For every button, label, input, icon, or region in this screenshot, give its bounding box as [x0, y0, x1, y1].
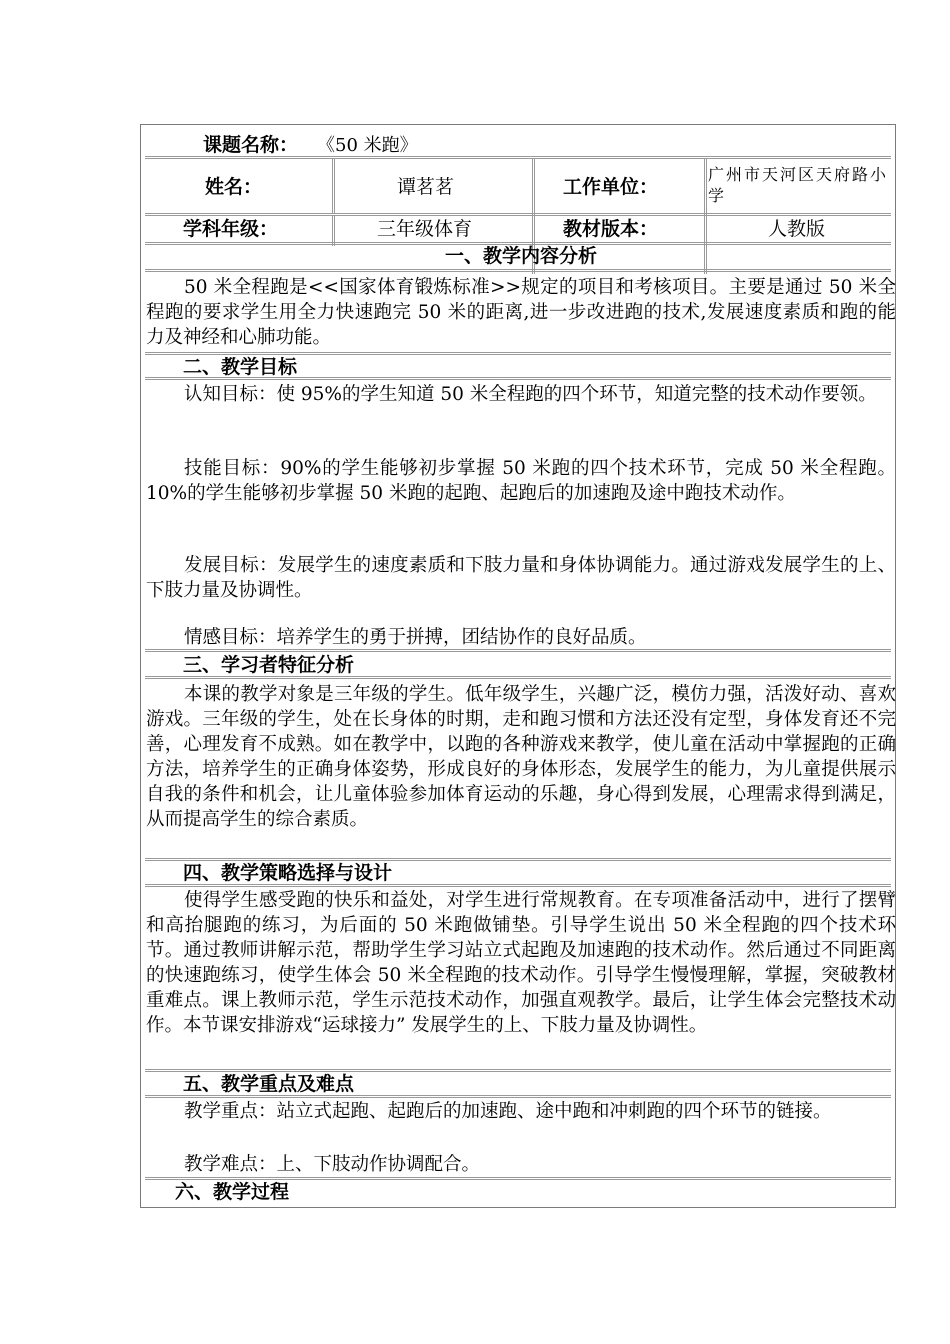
key-point-focus: 教学重点：站立式起跑、起跑后的加速跑、途中跑和冲刺跑的四个环节的链接。 [184, 1101, 832, 1122]
column-divider [332, 159, 335, 213]
row-divider [145, 213, 891, 216]
row-divider [145, 1095, 891, 1098]
unit-label: 工作单位： [563, 176, 659, 198]
strategy-paragraph: 使得学生感受跑的快乐和益处，对学生进行常规教育。在专项准备活动中，进行了摆臂和高抬腿跑的练习，为后面的 50 米跑做铺垫。引导学生说出 50 米全程跑的四个技术环节。通过教师讲解示范，帮助学生学习站立式起跑及加速跑的技术动作。然后通过不同距离的快速跑练习，使学生体会 50 米全程跑的技术动作。引导学生慢慢理解，掌握，突破教材重难点。课上教师示范，学生示范技术动作，加强直观教学。最后，让学生体会完整技术动作。本节课安排游戏“运球接力” 发展学生的上、下肢力量及协调性。 [146, 890, 896, 1036]
name-label: 姓名： [205, 176, 263, 198]
row-divider [145, 269, 891, 272]
row-divider [145, 649, 891, 652]
topic-label: 课题名称： [203, 134, 299, 156]
name-value: 谭茗茗 [397, 176, 455, 198]
grade-label: 学科年级： [183, 218, 279, 240]
content-analysis-paragraph: 50 米全程跑是<<国家体育锻炼标准>>规定的项目和考核项目。主要是通过 50 米全程跑的要求学生用全力快速跑完 50 米的距离,进一步改进跑的技术,发展速度素质和跑的能力及神经和心肺功能。 [146, 277, 896, 348]
objective-skill: 技能目标：90%的学生能够初步掌握 50 米跑的四个技术环节，完成 50 米全程跑。10%的学生能够初步掌握 50 米跑的起跑、起跑后的加速跑及途中跑技术动作。 [146, 458, 896, 504]
lesson-plan-table [140, 124, 896, 1208]
key-point-difficulty: 教学难点：上、下肢动作协调配合。 [184, 1154, 481, 1175]
topic-value: 《50 米跑》 [317, 135, 418, 156]
column-divider [704, 159, 707, 274]
row-divider [145, 377, 891, 380]
section-title-process: 六、教学过程 [175, 1181, 290, 1203]
table-body [145, 129, 896, 1203]
row-divider [145, 156, 891, 159]
edition-value: 人教版 [768, 218, 826, 240]
section-title-objectives: 二、教学目标 [183, 356, 298, 378]
section-title-content-analysis: 一、教学内容分析 [445, 245, 598, 267]
grade-value: 三年级体育 [377, 218, 473, 240]
section-title-strategy: 四、教学策略选择与设计 [183, 862, 393, 884]
objective-development: 发展目标：发展学生的速度素质和下肢力量和身体协调能力。通过游戏发展学生的上、下肢力量及协调性。 [146, 555, 896, 601]
objective-emotional: 情感目标：培养学生的勇于拼搏，团结协作的良好品质。 [184, 627, 647, 648]
section-title-key-points: 五、教学重点及难点 [183, 1073, 355, 1095]
unit-value: 广州市天河区天府路小学 [708, 165, 889, 205]
edition-label: 教材版本： [563, 218, 659, 240]
learner-analysis-paragraph: 本课的教学对象是三年级的学生。低年级学生，兴趣广泛，模仿力强，活泼好动、喜欢游戏。三年级的学生，处在长身体的时期，走和跑习惯和方法还没有定型，身体发育还不完善，心理发育不成熟。如在教学中，以跑的各种游戏来教学，使儿童在活动中掌握跑的正确方法，培养学生的正确身体姿势，形成良好的身体形态，发展学生的能力，为儿童提供展示自我的条件和机会，让儿童体验参加体育运动的乐趣，身心得到发展，心理需求得到满足，从而提高学生的综合素质。 [146, 684, 896, 830]
row-divider [145, 884, 891, 887]
section-title-learner-analysis: 三、学习者特征分析 [183, 654, 355, 676]
objective-cognitive: 认知目标：使 95%的学生知道 50 米全程跑的四个环节，知道完整的技术动作要领。 [184, 384, 877, 405]
row-divider [145, 676, 891, 679]
